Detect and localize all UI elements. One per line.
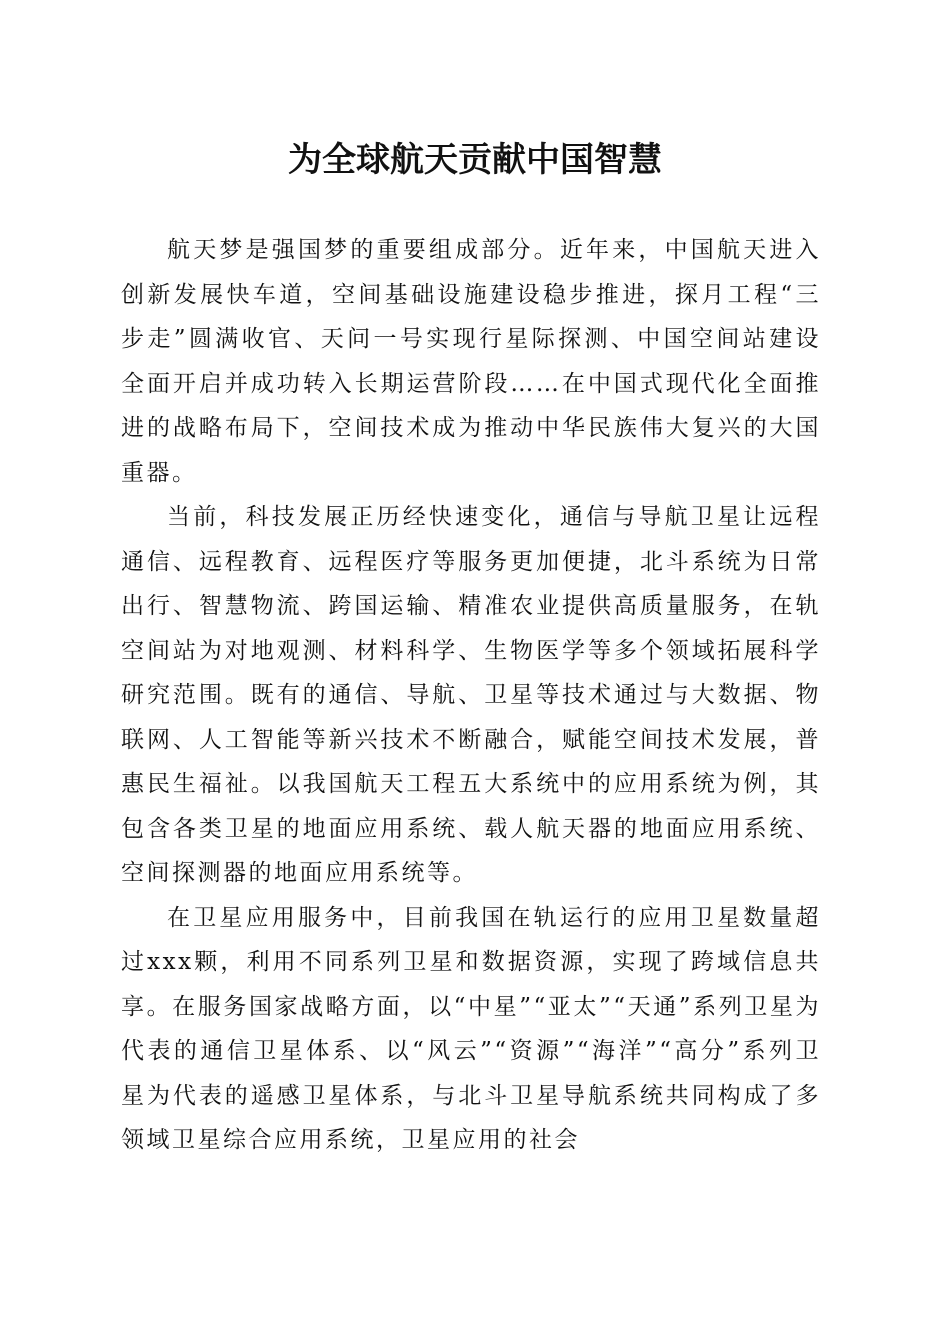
paragraph: 航天梦是强国梦的重要组成部分。近年来，中国航天进入创新发展快车道，空间基础设施建设稳步推进，探月工程“三步走”圆满收官、天问一号实现行星际探测、中国空间站建设全面开启并成功转入长期运营阶段……在中国式现代化全面推进的战略布局下，空间技术成为推动中华民族伟大复兴的大国重器。 <box>121 237 821 486</box>
document-body <box>121 228 821 1163</box>
paragraph: 当前，科技发展正历经快速变化，通信与导航卫星让远程通信、远程教育、远程医疗等服务更加便捷，北斗系统为日常出行、智慧物流、跨国运输、精准农业提供高质量服务，在轨空间站为对地观测、材料科学、生物医学等多个领域拓展科学研究范围。既有的通信、导航、卫星等技术通过与大数据、物联网、人工智能等新兴技术不断融合，赋能空间技术发展，普惠民生福祉。以我国航天工程五大系统中的应用系统为例，其包含各类卫星的地面应用系统、载人航天器的地面应用系统、空间探测器的地面应用系统等。 <box>121 504 821 886</box>
paragraph: 在卫星应用服务中，目前我国在轨运行的应用卫星数量超过xxx颗，利用不同系列卫星和数据资源，实现了跨域信息共享。在服务国家战略方面，以“中星”“亚太”“天通”系列卫星为代表的通信卫星体系、以“风云”“资源”“海洋”“高分”系列卫星为代表的遥感卫星体系，与北斗卫星导航系统共同构成了多领域卫星综合应用系统，卫星应用的社会 <box>121 904 821 1153</box>
document-title: 为全球航天贡献中国智慧 <box>288 140 662 180</box>
